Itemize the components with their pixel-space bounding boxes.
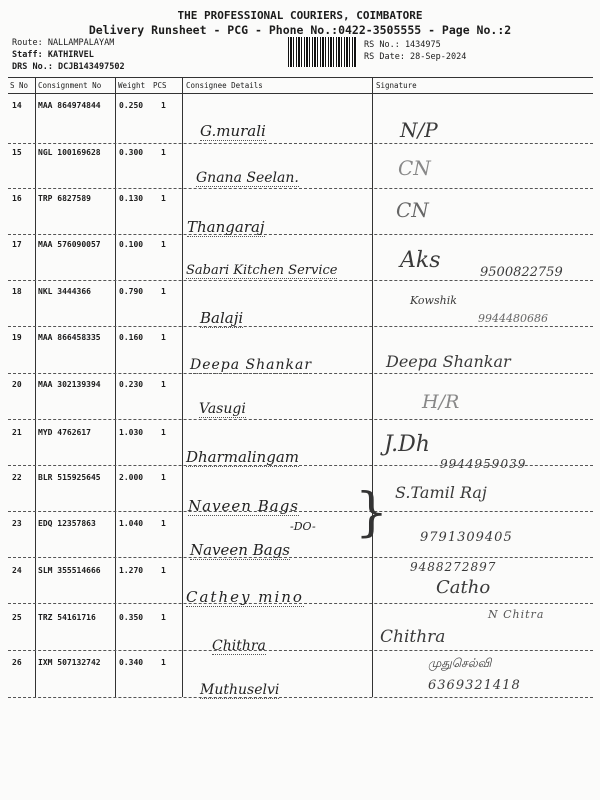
handwritten-phone: 9944959039: [440, 457, 527, 471]
column-divider: [115, 77, 116, 697]
ditto-mark: -DO-: [290, 520, 316, 533]
row-weight: 0.790: [119, 287, 144, 296]
header-bottom-rule: [8, 93, 593, 94]
handwritten-consignee: Vasugi: [199, 401, 246, 417]
col-consignee: Consignee Details: [186, 81, 263, 90]
row-consignment: MAA 302139394: [38, 380, 101, 389]
handwritten-consignee: Dharmalingam: [186, 448, 299, 466]
row-pcs: 1: [161, 287, 166, 296]
row-weight: 1.040: [119, 519, 144, 528]
row-pcs: 1: [161, 428, 166, 437]
row-weight: 1.270: [119, 566, 144, 575]
rs-number: RS No.: 1434975: [364, 40, 441, 50]
row-weight: 0.340: [119, 658, 144, 667]
handwritten-signature: CN: [396, 198, 429, 222]
row-pcs: 1: [161, 240, 166, 249]
row-separator: [8, 280, 593, 281]
handwritten-phone: 9488272897: [410, 560, 497, 574]
handwritten-signature: Catho: [436, 577, 491, 598]
row-separator: [8, 419, 593, 420]
row-weight: 0.300: [119, 148, 144, 157]
handwritten-signature: H/R: [422, 391, 460, 413]
row-weight: 0.130: [119, 194, 144, 203]
row-pcs: 1: [161, 613, 166, 622]
col-consignment: Consignment No: [38, 81, 102, 90]
row-pcs: 1: [161, 473, 166, 482]
handwritten-phone: 6369321418: [428, 678, 521, 693]
row-consignment: BLR 515925645: [38, 473, 101, 482]
row-sno: 18: [12, 287, 22, 296]
handwritten-signature: S.Tamil Raj: [395, 483, 487, 502]
row-separator: [8, 697, 593, 698]
row-sno: 14: [12, 101, 22, 110]
row-consignment: NKL 3444366: [38, 287, 91, 296]
row-sno: 17: [12, 240, 22, 249]
row-sno: 23: [12, 519, 22, 528]
handwritten-consignee: Muthuselvi: [200, 682, 280, 698]
row-separator: [8, 557, 593, 558]
row-weight: 0.100: [119, 240, 144, 249]
row-consignment: IXM 507132742: [38, 658, 101, 667]
row-consignment: SLM 355514666: [38, 566, 101, 575]
handwritten-phone: 9500822759: [480, 265, 563, 280]
row-separator: [8, 326, 593, 327]
col-weight: Weight: [118, 81, 146, 90]
row-pcs: 1: [161, 658, 166, 667]
handwritten-phone: 9944480686: [478, 312, 548, 325]
row-sno: 20: [12, 380, 22, 389]
handwritten-consignee: Deepa Shankar: [190, 357, 313, 373]
row-separator: [8, 234, 593, 235]
row-separator: [8, 188, 593, 189]
row-sno: 21: [12, 428, 22, 437]
handwritten-signature: Chithra: [380, 627, 446, 647]
row-pcs: 1: [161, 148, 166, 157]
row-weight: 0.250: [119, 101, 144, 110]
handwritten-consignee: Balaji: [200, 309, 244, 327]
handwritten-consignee: Chithra: [212, 638, 266, 654]
row-consignment: TRP 6827589: [38, 194, 91, 203]
row-sno: 16: [12, 194, 22, 203]
row-consignment: NGL 100169628: [38, 148, 101, 157]
column-divider: [35, 77, 36, 697]
col-signature: Signature: [376, 81, 417, 90]
handwritten-signature: Deepa Shankar: [386, 352, 511, 371]
row-sno: 22: [12, 473, 22, 482]
row-consignment: TRZ 54161716: [38, 613, 96, 622]
row-sno: 24: [12, 566, 22, 575]
row-consignment: MAA 576090057: [38, 240, 101, 249]
col-sno: S No: [10, 81, 29, 90]
row-weight: 0.350: [119, 613, 144, 622]
column-divider: [182, 77, 183, 697]
col-pcs: PCS: [153, 81, 167, 90]
handwritten-consignee: Cathey mino: [186, 588, 304, 606]
row-consignment: EDQ 12357863: [38, 519, 96, 528]
handwritten-consignee: Sabari Kitchen Service: [186, 263, 338, 278]
handwritten-consignee: Thangaraj: [187, 218, 265, 236]
handwritten-phone: N Chitra: [488, 608, 545, 621]
row-weight: 0.160: [119, 333, 144, 342]
row-pcs: 1: [161, 101, 166, 110]
row-pcs: 1: [161, 566, 166, 575]
barcode-image: [288, 37, 357, 67]
route-label: Route: NALLAMPALAYAM: [12, 38, 115, 48]
handwritten-consignee: G.murali: [200, 122, 266, 140]
row-weight: 2.000: [119, 473, 144, 482]
row-consignment: MAA 866458335: [38, 333, 101, 342]
row-pcs: 1: [161, 194, 166, 203]
table-top-rule: [8, 77, 593, 78]
row-pcs: 1: [161, 519, 166, 528]
column-divider: [372, 77, 373, 697]
row-separator: [8, 511, 593, 512]
row-separator: [8, 143, 593, 144]
handwritten-consignee: Naveen Bags: [190, 541, 290, 559]
company-title: THE PROFESSIONAL COURIERS, COIMBATORE: [177, 9, 423, 22]
row-pcs: 1: [161, 333, 166, 342]
brace-mark: }: [355, 483, 389, 543]
rs-date: RS Date: 28-Sep-2024: [364, 52, 467, 62]
staff-label: Staff: KATHIRVEL: [12, 50, 94, 60]
row-sno: 26: [12, 658, 22, 667]
runsheet-subtitle: Delivery Runsheet - PCG - Phone No.:0422-3505555 - Page No.:2: [88, 23, 512, 37]
row-sno: 15: [12, 148, 22, 157]
handwritten-phone: 9791309405: [420, 530, 513, 545]
handwritten-signature: N/P: [400, 118, 438, 142]
row-consignment: MAA 864974844: [38, 101, 101, 110]
drs-number: DRS No.: DCJB143497502: [12, 62, 125, 72]
handwritten-consignee: Gnana Seelan.: [196, 170, 299, 186]
row-sno: 25: [12, 613, 22, 622]
handwritten-signature-name: J.Dh: [384, 432, 430, 457]
row-consignment: MYD 4762617: [38, 428, 91, 437]
row-weight: 1.030: [119, 428, 144, 437]
row-separator: [8, 650, 593, 651]
row-sno: 19: [12, 333, 22, 342]
handwritten-signature: CN: [398, 156, 431, 180]
handwritten-tamil-signature: முதுசெல்வி: [428, 656, 492, 670]
handwritten-consignee: Naveen Bags: [188, 497, 299, 515]
handwritten-signature-name: Kowshik: [410, 294, 457, 307]
row-weight: 0.230: [119, 380, 144, 389]
row-pcs: 1: [161, 380, 166, 389]
handwritten-initials: Aks: [400, 248, 441, 273]
